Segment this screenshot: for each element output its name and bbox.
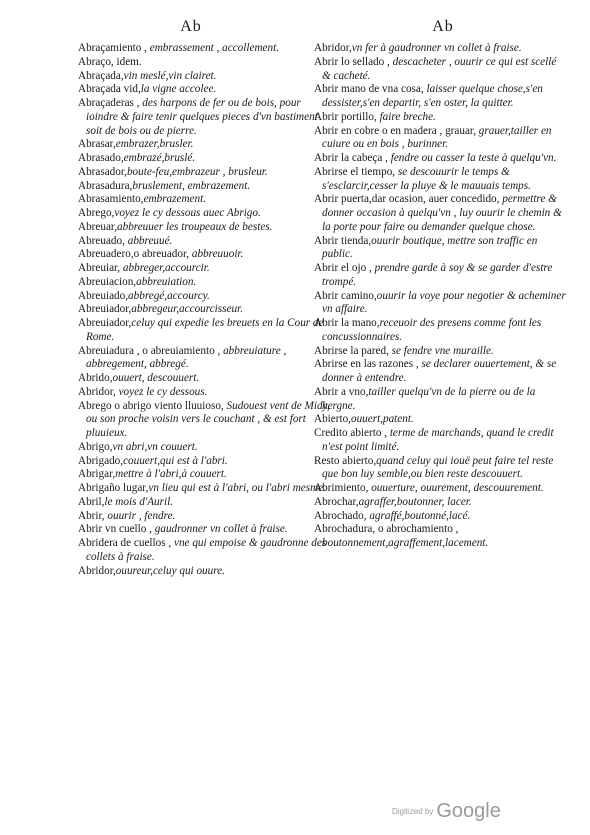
digitization-watermark [392, 800, 562, 823]
dictionary-entry [78, 303, 330, 317]
dictionary-entry [78, 221, 330, 235]
entry-headword: Abreuiador, [78, 317, 132, 329]
entry-headword: Abrasadura, [78, 179, 133, 192]
dictionary-entry [314, 290, 566, 318]
entry-headword: Abrochadura, o abrochamiento , [314, 523, 459, 536]
entry-definition: receuoir des presens comme font les concussionnaires. [322, 317, 542, 343]
entry-headword: Abridera de cuellos , [78, 537, 174, 549]
dictionary-entry [314, 358, 566, 386]
entry-definition: Sudouest vent de Midy, ou son proche voisin vers le couchant , & est fort pluuieux. [86, 399, 330, 439]
dictionary-entry [314, 413, 566, 427]
dictionary-entry [314, 386, 566, 414]
entry-definition: ouuert,patent. [350, 413, 414, 426]
entry-headword: Abreuiadura , o abreuiamiento , [78, 344, 224, 357]
entry-definition: vn lieu qui est à l'abri, ou l'abri mesme. [148, 482, 326, 494]
dictionary-entry [78, 42, 330, 56]
entry-definition: fendre ou casser la teste à quelqu'vn. [390, 152, 557, 164]
entry-headword: Abierto, [314, 413, 351, 426]
dictionary-entry [78, 207, 330, 221]
dictionary-entry [78, 496, 330, 510]
dictionary-entry [78, 317, 330, 345]
entry-headword: Abrir la cabeça , [314, 152, 391, 164]
entry-definition: faire breche. [379, 110, 436, 123]
entry-headword: Abrir camino, [314, 289, 377, 302]
entry-definition: grauer,tailler en cuiure ou en bois , burinner. [322, 124, 552, 151]
entry-headword: Abraço, idem. [78, 55, 142, 68]
digitized-by-text: Digitized by [392, 807, 434, 816]
entry-headword: Abrigar, [78, 468, 116, 481]
dictionary-entry [314, 482, 566, 496]
entry-headword: Abrir el ojo , [314, 262, 375, 274]
entry-headword: Abreuiar, [78, 262, 123, 274]
dictionary-entry [78, 70, 330, 84]
entry-headword: Abril, [78, 495, 105, 508]
dictionary-entry [78, 510, 330, 524]
dictionary-entry [78, 166, 330, 180]
entry-headword: Abreuiado, [78, 289, 129, 302]
entry-headword: Abrido, [78, 372, 113, 384]
entry-headword: Abrasamiento, [78, 193, 144, 206]
entry-definition: boute-feu,embrazeur , brusleur. [126, 165, 268, 178]
entry-definition: terme de marchands, quand le credit n'est point limité. [322, 427, 554, 453]
entry-definition: voyez le cy dessous auec Abrigo. [114, 207, 261, 219]
entry-definition: quand celuy qui iouë peut faire tel reste que bon luy semble,ou bien reste descouuert. [322, 454, 554, 481]
entry-definition: permettre & donner occasion à quelqu'vn , luy ouurir le chemin & la porte pour faire ou demander quelque chose. [322, 193, 562, 233]
dictionary-entry [78, 441, 330, 455]
dictionary-entry [78, 565, 330, 579]
entry-definition: abbregeur,accourcisseur. [131, 303, 243, 316]
entry-headword: Abrir, [78, 509, 108, 522]
entry-headword: Abrir puerta,dar ocasion, auer concedido, [314, 193, 503, 206]
entry-headword: Abrirse en las razones , [314, 358, 422, 371]
entry-definition: abbreger,accourcir. [122, 262, 210, 274]
entry-definition: celuy qui expedie les breuets en la Cour de Rome. [86, 317, 324, 343]
entry-definition: bruslement, embrazement. [132, 179, 251, 192]
entry-definition: se declarer ouuertement, & se donner à entendre. [322, 358, 557, 384]
entry-headword: Abrirse la pared, [314, 344, 392, 357]
entry-headword: Abrir vn cuello , [78, 523, 155, 536]
dictionary-entry [314, 166, 566, 194]
entry-headword: Abrochar, [314, 495, 359, 508]
entry-headword: Abrirse el tiempo, [314, 165, 398, 178]
right-column [314, 42, 566, 551]
dictionary-entry [314, 345, 566, 359]
dictionary-entry [78, 97, 330, 138]
entry-definition: mettre à l'abri,à couuert. [115, 468, 227, 481]
entry-definition: ouuerture, ouurement, descouurement. [371, 482, 544, 494]
entry-definition: la vigne accolee. [140, 83, 217, 96]
entry-definition: vn fer à gaudronner vn collet à fraise. [351, 42, 522, 54]
dictionary-entry [78, 83, 330, 97]
entry-definition: ouurir , fendre. [107, 509, 176, 522]
dictionary-entry [78, 386, 330, 400]
dictionary-entry [78, 468, 330, 482]
entry-definition: embrassement , accollement. [149, 42, 280, 54]
dictionary-entry [314, 510, 566, 524]
entry-definition: vin meslé,vin clairet. [123, 69, 217, 82]
entry-headword: Abridor, [78, 564, 116, 577]
entry-headword: Abrigaño lugar, [78, 482, 149, 494]
google-logo: Google [436, 800, 501, 822]
entry-definition: embrazé,bruslé. [123, 152, 196, 164]
entry-definition: des harpons de fer ou de bois, pour ioindre & faire tenir quelques pieces d'vn bastiment soit de bois ou de pierre. [86, 97, 318, 137]
entry-headword: Abrasador, [78, 165, 127, 178]
entry-headword: Abreuado, [78, 234, 128, 247]
entry-headword: Abreuiacion, [78, 275, 137, 288]
entry-definition: agraffer,boutonner, lacer. [358, 495, 472, 508]
dictionary-entry [78, 345, 330, 373]
entry-headword: Abrir a vno, [314, 385, 369, 398]
entry-definition: laisser quelque chose,s'en dessister,s'en departir, s'en oster, la quitter. [322, 83, 543, 109]
entry-headword: Abrir lo sellado , [314, 55, 393, 68]
left-column-header: Ab [180, 18, 202, 35]
dictionary-entry [314, 317, 566, 345]
entry-definition: se descouurir le temps & s'esclarcir,cesser la pluye & le mauuais temps. [322, 165, 531, 192]
entry-definition: embrazement. [143, 193, 207, 206]
entry-headword: Abrego o abrigo viento lluuioso, [78, 399, 227, 412]
dictionary-entry [78, 193, 330, 207]
entry-definition: voyez le cy dessous. [118, 385, 208, 398]
dictionary-entry [78, 537, 330, 565]
entry-headword: Abridor, [314, 42, 352, 54]
entry-definition: se fendre vne muraille. [391, 344, 494, 357]
entry-headword: Abrigo, [78, 440, 113, 453]
dictionary-entry [78, 262, 330, 276]
dictionary-entry [78, 455, 330, 469]
entry-headword: Abrochado, [314, 509, 370, 522]
entry-headword: Abraçamiento , [78, 42, 150, 54]
entry-headword: Abreuar, [78, 220, 117, 233]
dictionary-entry [78, 276, 330, 290]
dictionary-entry [314, 455, 566, 483]
dictionary-entry [78, 180, 330, 194]
entry-headword: Abridor, [78, 385, 119, 398]
dictionary-entry [314, 427, 566, 455]
left-column [78, 42, 330, 578]
entry-headword: Abrimiento, [314, 482, 372, 494]
dictionary-entry [78, 290, 330, 304]
entry-headword: Abrego, [78, 207, 115, 219]
entry-headword: Abraçaderas , [78, 97, 143, 109]
entry-headword: Abraçada vid, [78, 83, 141, 96]
entry-headword: Abrir la mano, [314, 317, 380, 329]
dictionary-entry [314, 83, 566, 111]
dictionary-entry [314, 523, 566, 551]
entry-definition: vne qui empoise & gaudronne des collets à fraise. [86, 537, 327, 563]
entry-headword: Abrigado, [78, 454, 124, 467]
entry-definition: abbreuiation. [136, 275, 197, 288]
dictionary-entry [314, 125, 566, 153]
entry-definition: prendre garde à soy & se garder d'estre trompé. [322, 262, 553, 288]
dictionary-entry [314, 235, 566, 263]
entry-definition: abbreuuoir. [191, 248, 244, 261]
dictionary-entry [314, 111, 566, 125]
entry-headword: Abreuadero,o abreuador, [78, 248, 192, 261]
entry-definition: tailler quelqu'vn de la pierre ou de la hergne. [322, 385, 536, 412]
entry-headword: Abreuiador, [78, 303, 132, 316]
dictionary-entry [314, 193, 566, 234]
entry-definition: descacheter , ouurir ce qui est scellé & cacheté. [322, 55, 557, 82]
dictionary-entry [78, 400, 330, 441]
dictionary-entry [78, 235, 330, 249]
entry-headword: Abrasar, [78, 138, 116, 151]
entry-headword: Abrir en cobre o en madera , grauar, [314, 124, 479, 137]
entry-headword: Abraçada, [78, 69, 124, 82]
entry-definition: ouureur,celuy qui ouure. [115, 564, 225, 577]
entry-headword: Resto abierto, [314, 454, 377, 467]
entry-definition: ouurir boutique, mettre son traffic en public. [322, 234, 538, 261]
entry-headword: Credito abierto , [314, 427, 390, 439]
dictionary-entry [314, 496, 566, 510]
entry-definition: abbregé,accourcy. [128, 289, 210, 302]
entry-headword: Abrir portillo, [314, 110, 380, 123]
dictionary-entry [78, 523, 330, 537]
entry-definition: abbreuuer les troupeaux de bestes. [117, 220, 273, 233]
entry-definition: boutonnement,agraffement,lacement. [322, 537, 489, 549]
dictionary-entry [314, 56, 566, 84]
entry-definition: couuert,qui est à l'abri. [123, 454, 228, 467]
dictionary-entry [314, 262, 566, 290]
dictionary-entry [78, 372, 330, 386]
dictionary-entry [314, 42, 566, 56]
entry-definition: embrazer,brusler. [115, 138, 194, 151]
entry-definition: gaudronner vn collet à fraise. [154, 523, 288, 536]
dictionary-entry [78, 138, 330, 152]
right-column-header: Ab [432, 18, 454, 35]
dictionary-entry [314, 152, 566, 166]
dictionary-entry [78, 152, 330, 166]
dictionary-entry [78, 248, 330, 262]
entry-headword: Abrir mano de vna cosa, [314, 83, 427, 96]
entry-headword: Abrasado, [78, 152, 124, 164]
dictionary-entry [78, 482, 330, 496]
entry-headword: Abrir tienda, [314, 234, 372, 247]
entry-definition: ouuert, descouuert. [112, 372, 200, 384]
entry-definition: agraffé,boutonné,lacé. [369, 509, 471, 522]
entry-definition: abbreuiature , abbregement, abbregé. [86, 344, 287, 371]
dictionary-entry [78, 56, 330, 70]
entry-definition: vn abri,vn couuert. [112, 440, 198, 453]
entry-definition: abbreuué. [127, 234, 173, 247]
entry-definition: ouurir la voye pour negotier & acheminer vn affaire. [322, 289, 566, 316]
entry-definition: le mois d'Auril. [104, 495, 174, 508]
